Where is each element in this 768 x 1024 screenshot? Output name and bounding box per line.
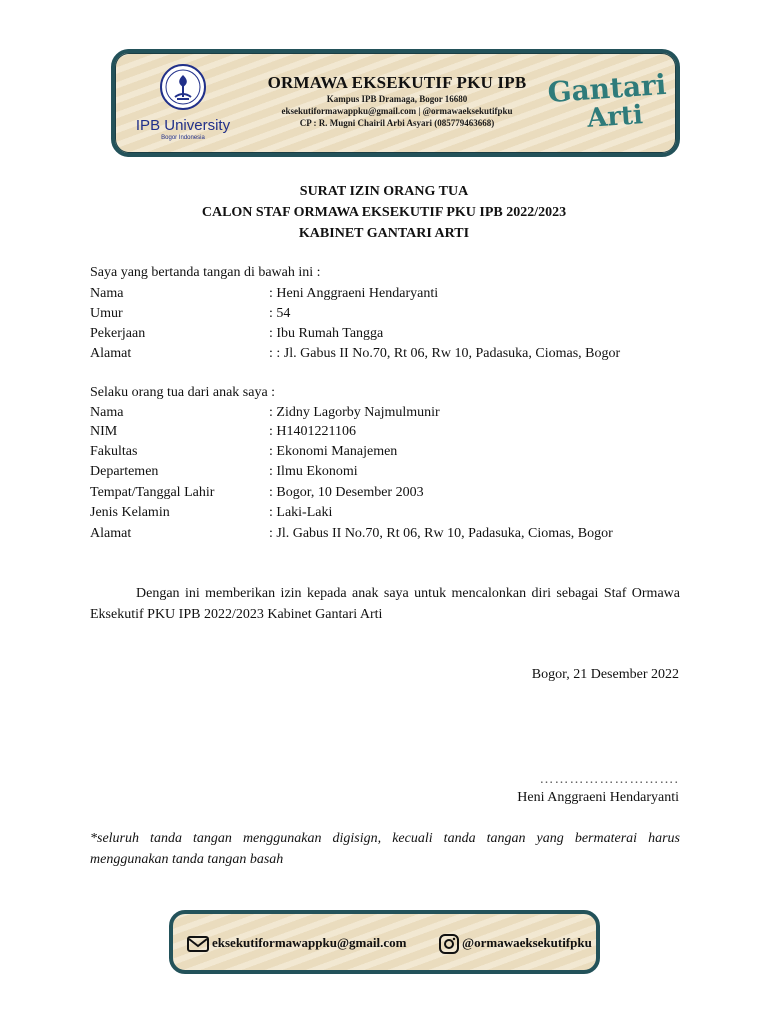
field-label: Jenis Kelamin bbox=[90, 505, 170, 520]
child-row bbox=[90, 462, 680, 482]
field-label: Alamat bbox=[90, 346, 132, 361]
org-contact-person: CP : R. Mugni Chairil Arbi Asyari (085779463668) bbox=[299, 118, 495, 128]
title-line-3: KABINET GANTARI ARTI bbox=[298, 226, 470, 241]
field-value: : Ibu Rumah Tangga bbox=[269, 326, 384, 341]
title-line-2: CALON STAF ORMAWA EKSEKUTIF PKU IPB 2022/2023 bbox=[201, 205, 567, 220]
field-label: Umur bbox=[90, 306, 123, 321]
parent-row bbox=[90, 324, 680, 344]
parent-row bbox=[90, 284, 680, 304]
field-label: Departemen bbox=[90, 464, 159, 479]
child-row bbox=[90, 403, 680, 423]
permission-statement: Dengan ini memberikan izin kepada anak saya untuk mencalonkan diri sebagai Staf Ormawa Eksekutif PKU IPB 2022/2023 Kabinet Gantari Arti bbox=[90, 586, 680, 622]
org-info bbox=[263, 73, 531, 129]
signer-name: Heni Anggraeni Hendaryanti bbox=[517, 790, 679, 805]
mail-icon bbox=[187, 936, 209, 952]
child-intro: Selaku orang tua dari anak saya : bbox=[90, 385, 276, 400]
field-label: NIM bbox=[90, 424, 118, 439]
child-row bbox=[90, 483, 680, 503]
child-row bbox=[90, 524, 680, 544]
child-row bbox=[90, 422, 680, 442]
field-value: : Ekonomi Manajemen bbox=[269, 444, 398, 459]
field-value: : Heni Anggraeni Hendaryanti bbox=[269, 286, 439, 301]
org-address: Kampus IPB Dramaga, Bogor 16680 bbox=[326, 94, 468, 104]
field-value: : : Jl. Gabus II No.70, Rt 06, Rw 10, Padasuka, Ciomas, Bogor bbox=[269, 346, 621, 361]
ipb-logo bbox=[133, 63, 233, 148]
field-label: Nama bbox=[90, 405, 124, 420]
logo-name: IPB University bbox=[135, 117, 231, 134]
parent-row bbox=[90, 304, 680, 324]
field-value: : 54 bbox=[269, 306, 291, 321]
brand-line-1: Gantari bbox=[546, 67, 668, 110]
header-banner bbox=[111, 49, 680, 157]
place-date: Bogor, 21 Desember 2022 bbox=[531, 667, 679, 682]
field-value: : Ilmu Ekonomi bbox=[269, 464, 358, 479]
footer-instagram bbox=[439, 932, 592, 954]
field-value: : Bogor, 10 Desember 2003 bbox=[269, 485, 424, 500]
brand-line-2: Arti bbox=[586, 100, 644, 134]
field-label: Tempat/Tanggal Lahir bbox=[90, 485, 215, 500]
footer-email-text: eksekutiformawappku@gmail.com bbox=[212, 935, 407, 950]
cabinet-logo bbox=[546, 67, 668, 134]
field-value: : Laki-Laki bbox=[269, 505, 333, 520]
footer-email bbox=[187, 932, 406, 954]
document-title bbox=[90, 181, 678, 244]
field-label: Pekerjaan bbox=[90, 326, 146, 341]
field-label: Nama bbox=[90, 286, 124, 301]
parent-row bbox=[90, 344, 680, 364]
footer-banner bbox=[169, 910, 600, 974]
child-row bbox=[90, 442, 680, 462]
title-line-1: SURAT IZIN ORANG TUA bbox=[299, 184, 469, 199]
field-value: : Jl. Gabus II No.70, Rt 06, Rw 10, Padasuka, Ciomas, Bogor bbox=[269, 526, 613, 541]
field-value: : Zidny Lagorby Najmulmunir bbox=[269, 405, 440, 420]
ipb-emblem-icon bbox=[159, 63, 207, 115]
org-contacts: eksekutiformawappku@gmail.com | @ormawaeksekutifpku bbox=[281, 106, 513, 116]
field-label: Fakultas bbox=[90, 444, 138, 459]
org-title: ORMAWA EKSEKUTIF PKU IPB bbox=[267, 73, 527, 92]
field-value: : H1401221106 bbox=[269, 424, 356, 439]
signature-note: *seluruh tanda tangan menggunakan digisign, kecuali tanda tangan yang bermaterai harus menggunakan tanda tangan basah bbox=[90, 831, 680, 867]
parent-intro: Saya yang bertanda tangan di bawah ini : bbox=[90, 265, 321, 280]
footer-instagram-text: @ormawaeksekutifpku bbox=[462, 935, 592, 950]
instagram-icon bbox=[439, 934, 459, 954]
field-label: Alamat bbox=[90, 526, 132, 541]
logo-subtitle: Bogor Indonesia bbox=[161, 135, 205, 141]
signature-line: ………………………. bbox=[539, 772, 679, 787]
child-row bbox=[90, 503, 680, 523]
